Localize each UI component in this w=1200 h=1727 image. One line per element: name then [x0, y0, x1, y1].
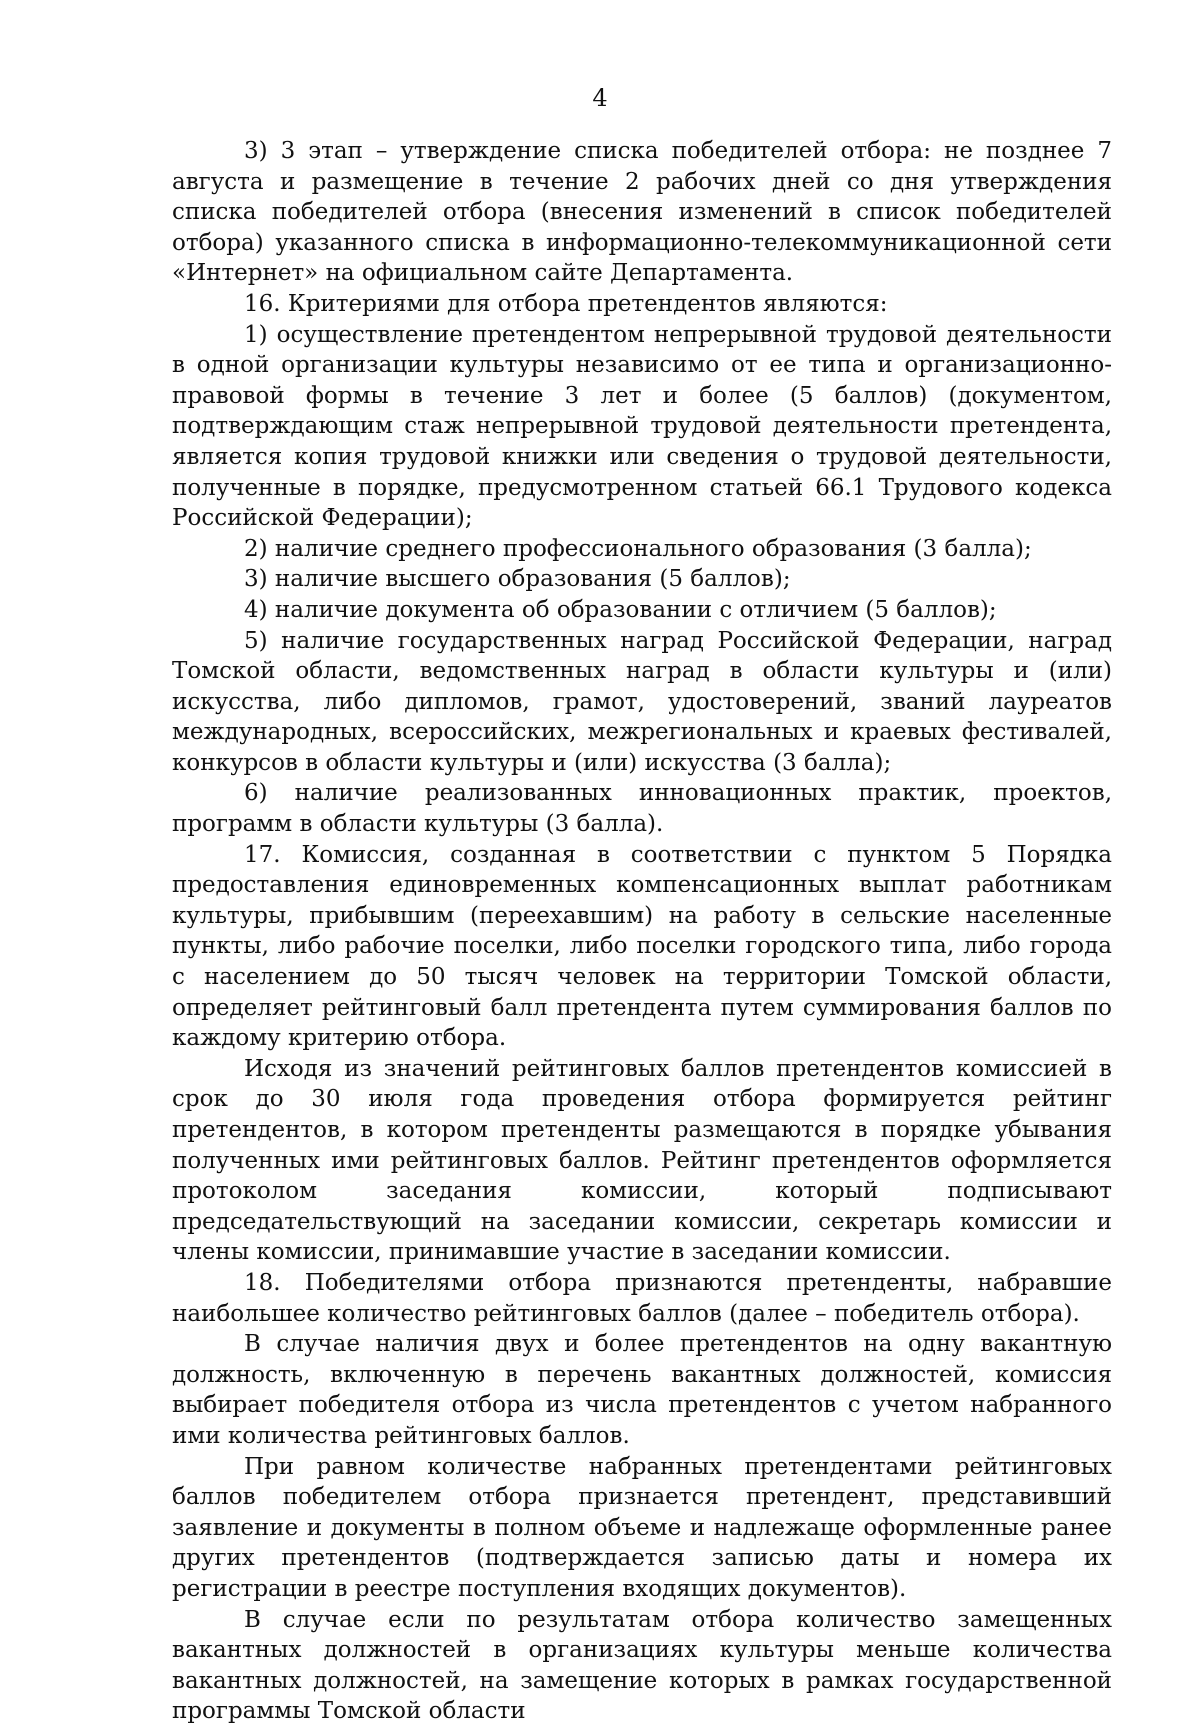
paragraph-rating: Исходя из значений рейтинговых баллов претендентов комиссией в срок до 30 июля года проведения отбора формируется рейтинг претендентов, в котором претенденты размещаются в порядке убывания полученных ими рейтинговых баллов. Рейтинг претендентов оформляется протоколом заседания комиссии, который подписывают председательствующий на заседании комиссии, секретарь комиссии и члены комиссии, принимавшие участие в заседании комиссии. — [172, 1055, 1112, 1266]
page-number: 4 — [592, 84, 608, 112]
paragraph-criterion-4: 4) наличие документа об образовании с отличием (5 баллов); — [244, 596, 997, 623]
paragraph-criterion-3: 3) наличие высшего образования (5 баллов); — [244, 566, 791, 593]
paragraph-16-criteria-heading: 16. Критериями для отбора претендентов являются: — [244, 290, 888, 317]
paragraph-equal-scores: При равном количестве набранных претендентами рейтинговых баллов победителем отбора признается претендент, представивший заявление и документы в полном объеме и надлежаще оформленные ранее других претендентов (подтверждается записью даты и номера их регистрации в реестре поступления входящих документов). — [172, 1453, 1112, 1602]
paragraph-unfilled-positions: В случае если по результатам отбора количество замещенных вакантных должностей в организациях культуры меньше количества вакантных должностей, на замещение которых в рамках государственной программы Томской области — [172, 1606, 1112, 1725]
paragraph-17-commission: 17. Комиссия, созданная в соответствии с пунктом 5 Порядка предоставления единовременных компенсационных выплат работникам культуры, прибывшим (переехавшим) на работу в сельские населенные пункты, либо рабочие поселки, либо поселки городского типа, либо города с населением до 50 тысяч человек на территории Томской области, определяет рейтинговый балл претендента путем суммирования баллов по каждому критерию отбора. — [172, 841, 1112, 1052]
paragraph-criterion-6: 6) наличие реализованных инновационных практик, проектов, программ в области культуры (3 балла). — [172, 780, 1112, 838]
paragraph-18-winners: 18. Победителями отбора признаются претенденты, набравшие наибольшее количество рейтинговых баллов (далее – победитель отбора). — [172, 1269, 1112, 1327]
paragraph-criterion-1: 1) осуществление претендентом непрерывной трудовой деятельности в одной организации культуры независимо от ее типа и организационно-правовой формы в течение 3 лет и более (5 баллов) (документом, подтверждающим стаж непрерывной трудовой деятельности претендента, является копия трудовой книжки или сведения о трудовой деятельности, полученные в порядке, предусмотренном статьей 66.1 Трудового кодекса Российской Федерации); — [172, 321, 1112, 532]
paragraph-criterion-2: 2) наличие среднего профессионального образования (3 балла); — [244, 535, 1032, 562]
paragraph-criterion-5: 5) наличие государственных наград Российской Федерации, наград Томской области, ведомственных наград в области культуры и (или) искусства, либо дипломов, грамот, удостоверений, званий лауреатов международных, всероссийских, межрегиональных и краевых фестивалей, конкурсов в области культуры и (или) искусства (3 балла); — [172, 627, 1112, 776]
paragraph-multiple-candidates: В случае наличия двух и более претендентов на одну вакантную должность, включенную в перечень вакантных должностей, комиссия выбирает победителя отбора из числа претендентов с учетом набранного ими количества рейтинговых баллов. — [172, 1331, 1112, 1449]
paragraph-stage-3: 3) 3 этап – утверждение списка победителей отбора: не позднее 7 августа и размещение в течение 2 рабочих дней со дня утверждения списка победителей отбора (внесения изменений в список победителей отбора) указанного списка в информационно-телекоммуникационной сети «Интернет» на официальном сайте Департамента. — [172, 138, 1112, 287]
document-body — [172, 136, 1112, 1727]
